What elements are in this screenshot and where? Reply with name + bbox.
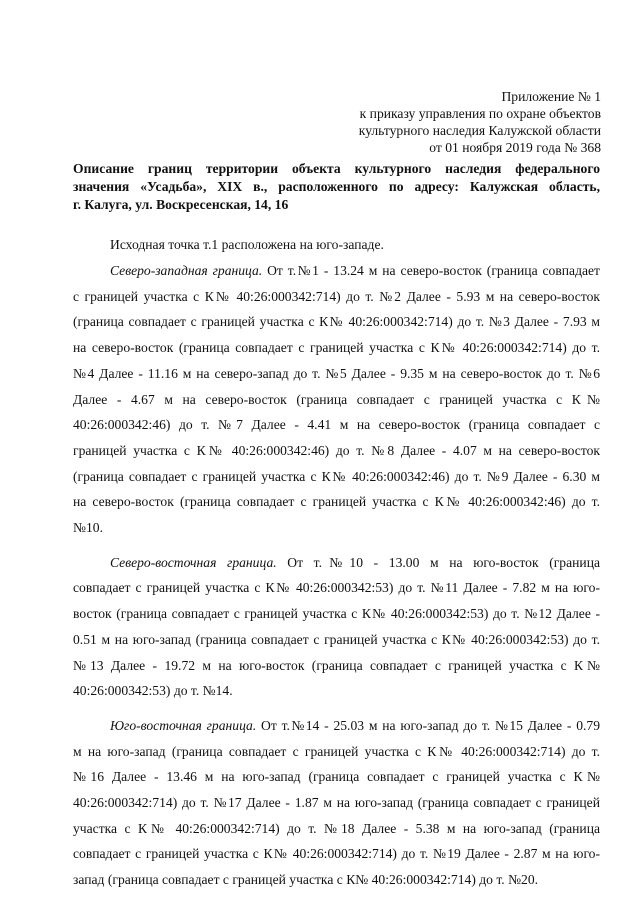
- paragraph-line: участка с К№ 40:26:000342:714) до т. №18 Далее - 5.38 м на юго-запад (граница: [73, 820, 600, 836]
- document-title: [73, 160, 600, 214]
- paragraph-line: 40:26:000342:53) до т. №14.: [73, 683, 233, 699]
- intro-paragraph: [73, 232, 600, 258]
- title-line: значения «Усадьба», XIX в., расположенного по адресу: Калужская область,: [73, 179, 600, 194]
- paragraph-line: №4 Далее - 11.16 м на северо-запад до т. №5 Далее - 9.35 м на северо-восток до т. №6: [73, 365, 600, 381]
- paragraph-text: От т.№10 - 13.00 м на юго-восток (граница: [276, 554, 600, 570]
- paragraph-line: (граница совпадает с границей участка с К№ 40:26:000342:714) до т. №3 Далее - 7.93 м: [73, 314, 600, 330]
- paragraph-line: границей участка с К№ 40:26:000342:46) до т. №8 Далее - 4.07 м на северо-восток: [73, 442, 600, 458]
- northwest-boundary-paragraph: [73, 258, 600, 893]
- paragraph-line: 40:26:000342:714) до т. №17 Далее - 1.87 м на юго-запад (граница совпадает с границей: [73, 795, 600, 811]
- issuing-authority: культурного наследия Калужской области: [358, 123, 601, 138]
- paragraph-text: От т.№14 - 25.03 м на юго-запад до т. №15 Далее - 0.79: [256, 717, 600, 733]
- paragraph-line: запад (граница совпадает с границей участка с К№ 40:26:000342:714) до т. №20.: [73, 872, 539, 888]
- paragraph-line: совпадает с границей участка с К№ 40:26:000342:714) до т. №19 Далее - 2.87 м на юго-: [73, 846, 600, 862]
- paragraph-line: с границей участка с К№ 40:26:000342:714) до т. №2 Далее - 5.93 м на северо-восток: [73, 288, 600, 304]
- paragraph-line: на северо-восток (граница совпадает с границей участка с К№ 40:26:000342:714) до т.: [73, 340, 600, 356]
- section-label-northwest: Северо-западная граница.: [110, 263, 263, 278]
- paragraph-line: [73, 713, 600, 739]
- paragraph-line: 40:26:000342:46) до т. №7 Далее - 4.41 м на северо-восток (граница совпадает с: [73, 417, 600, 433]
- title-line: Описание границ территории объекта культурного наследия федерального: [73, 161, 600, 176]
- paragraph-line: [73, 550, 600, 576]
- paragraph-line: №13 Далее - 19.72 м на юго-восток (граница совпадает с границей участка с К№: [73, 657, 600, 673]
- appendix-header: [359, 88, 601, 156]
- section-label-northeast: Северо-восточная граница.: [110, 554, 277, 570]
- title-line: г. Калуга, ул. Воскресенская, 14, 16: [73, 197, 289, 212]
- paragraph-line: №10.: [73, 520, 103, 536]
- paragraph-line: на северо-восток (граница совпадает с границей участка с К№ 40:26:000342:46) до т.: [73, 494, 600, 510]
- intro-text: Исходная точка т.1 расположена на юго-западе.: [110, 237, 384, 252]
- paragraph-line: м на юго-запад (граница совпадает с границей участка с К№ 40:26:000342:714) до т.: [73, 743, 600, 759]
- paragraph-line: (граница совпадает с границей участка с К№ 40:26:000342:46) до т. №9 Далее - 6.30 м: [73, 468, 600, 484]
- appendix-number: Приложение № 1: [501, 89, 601, 104]
- section-label-southeast: Юго-восточная граница.: [110, 717, 257, 733]
- paragraph-text: От т.№1 - 13.24 м на северо-восток (граница совпадает: [262, 263, 600, 278]
- paragraph-line: Далее - 4.67 м на северо-восток (граница совпадает с границей участка с К№: [73, 391, 600, 407]
- order-date: от 01 ноября 2019 года № 368: [429, 140, 601, 155]
- order-reference: к приказу управления по охране объектов: [359, 106, 601, 121]
- paragraph-line: [73, 258, 600, 284]
- paragraph-line: №16 Далее - 13.46 м на юго-запад (граница совпадает с границей участка с К№: [73, 769, 600, 785]
- paragraph-line: 0.51 м на юго-запад (граница совпадает с границей участка с К№ 40:26:000342:53) до т.: [73, 631, 600, 647]
- paragraph-line: восток (граница совпадает с границей участка с К№ 40:26:000342:53) до т. №12 Далее -: [73, 606, 600, 622]
- paragraph-line: совпадает с границей участка с К№ 40:26:000342:53) до т. №11 Далее - 7.82 м на юго-: [73, 580, 600, 596]
